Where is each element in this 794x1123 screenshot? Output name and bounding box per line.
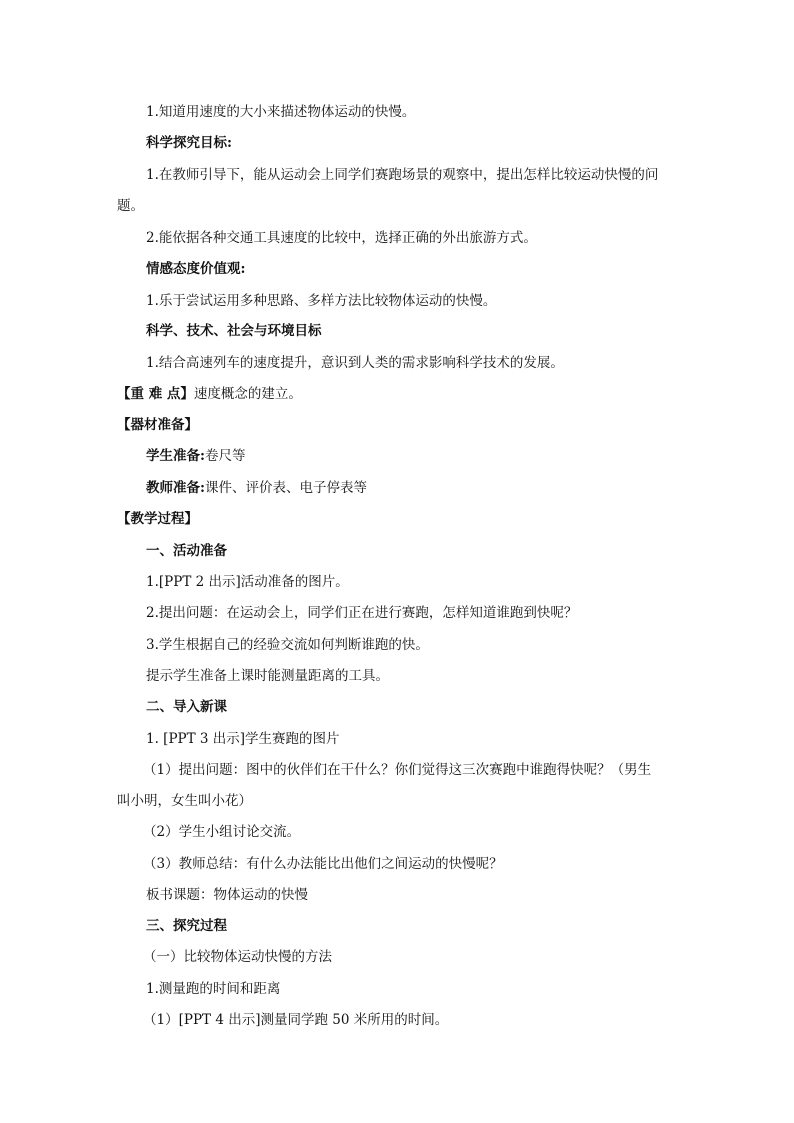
heading-teaching-process: 【教学过程】: [117, 511, 198, 527]
text-line-16: 1.[PPT 2 出示]活动准备的图片。: [146, 574, 349, 590]
text-line-3: 1.在教师引导下，能从运动会上同学们赛跑场景的观察中，提出怎样比较运动快慢的问: [146, 167, 659, 183]
key-difficulty-text: 速度概念的建立。: [193, 386, 302, 402]
heading-emotion-values: 情感态度价值观:: [146, 261, 246, 277]
text-line-21: 1. [PPT 3 出示]学生赛跑的图片: [146, 731, 340, 747]
heading-activity-prep: 一、活动准备: [146, 543, 227, 559]
teacher-prep-line: [146, 479, 367, 497]
text-line-29: 1.测量跑的时间和距离: [146, 981, 281, 997]
text-line-25: （3）教师总结：有什么办法能比出他们之间运动的快慢呢？: [143, 856, 503, 872]
text-line-17: 2.提出问题：在运动会上，同学们正在进行赛跑，怎样知道谁跑到快呢？: [146, 605, 578, 621]
teacher-prep-text: 课件、评价表、电子停表等: [204, 480, 367, 496]
text-line-4: 题。: [117, 198, 144, 214]
text-line-9: 1.结合高速列车的速度提升，意识到人类的需求影响科学技术的发展。: [146, 355, 564, 371]
text-line-26: 板书课题：物体运动的快慢: [146, 887, 308, 903]
heading-sts-goals: 科学、技术、社会与环境目标: [146, 323, 322, 339]
heading-science-inquiry: 科学探究目标:: [146, 135, 232, 151]
text-line-30: （1）[PPT 4 出示]测量同学跑 50 米所用的时间。: [143, 1012, 449, 1028]
text-line-18: 3.学生根据自己的经验交流如何判断谁跑的快。: [146, 637, 429, 653]
text-line-22: （1）提出问题：图中的伙伴们在干什么？你们觉得这三次赛跑中谁跑得快呢？（男生: [143, 762, 652, 778]
student-prep-label: 学生准备:: [146, 448, 205, 464]
key-difficulty-line: [117, 385, 302, 403]
teacher-prep-label: 教师准备:: [146, 480, 205, 496]
student-prep-line: [146, 447, 245, 465]
text-line-23: 叫小明，女生叫小花）: [117, 793, 252, 809]
text-line-1: 1.知道用速度的大小来描述物体运动的快慢。: [146, 104, 416, 120]
student-prep-text: 卷尺等: [204, 448, 246, 464]
text-line-24: （2）学生小组讨论交流。: [143, 824, 301, 840]
key-difficulty-label: 【重 难 点】: [117, 386, 194, 402]
text-line-19: 提示学生准备上课时能测量距离的工具。: [146, 668, 389, 684]
text-line-28: （一）比较物体运动快慢的方法: [143, 949, 332, 965]
text-line-7: 1.乐于尝试运用多种思路、多样方法比较物体运动的快慢。: [146, 293, 497, 309]
text-line-5: 2.能依据各种交通工具速度的比较中，选择正确的外出旅游方式。: [146, 230, 537, 246]
heading-introduce-lesson: 二、导入新课: [146, 699, 227, 715]
heading-equipment: 【器材准备】: [117, 417, 198, 433]
heading-inquiry-process: 三、探究过程: [146, 918, 227, 934]
